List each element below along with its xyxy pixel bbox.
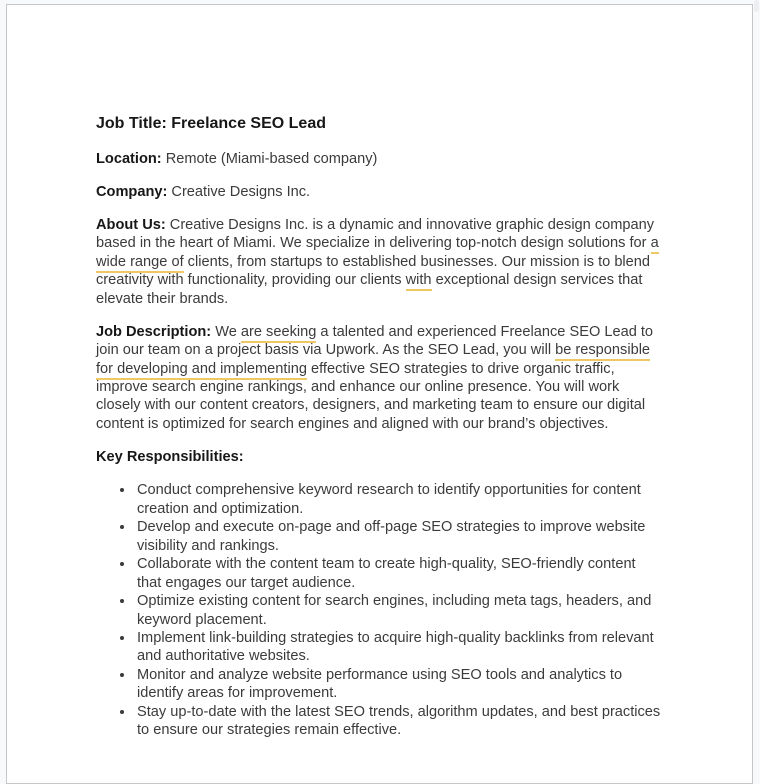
text-run: Creative Designs Inc. is a dynamic and innovative graphic design company based in the heart of Miami. We specialize in delivering top-notch design solutions for	[96, 216, 655, 252]
company-line	[96, 183, 662, 201]
bold-label: Location:	[96, 151, 166, 167]
bold-label: About Us:	[96, 216, 170, 233]
list-item: • Implement link-building strategies to acquire high-quality backlinks from relevant and authoritative websites.	[135, 629, 662, 666]
key-responsibilities-heading: Key Responsibilities:	[96, 448, 244, 465]
list-item: • Collaborate with the content team to create high-quality, SEO-friendly content that engages our target audience.	[135, 555, 662, 592]
job-description-paragraph	[96, 323, 662, 434]
grammar-underlined-text[interactable]: are seeking	[241, 324, 316, 343]
list-item: • Stay up-to-date with the latest SEO trends, algorithm updates, and best practices to ensure our strategies remain effective.	[135, 703, 662, 740]
text-run: Remote (Miami-based company)	[165, 151, 378, 167]
bold-label: Job Description:	[96, 323, 216, 340]
text-run: Creative Designs Inc.	[171, 183, 311, 200]
text-run: We	[215, 323, 241, 340]
location-line	[96, 150, 662, 168]
scrollbar[interactable]	[753, 0, 760, 734]
list-item: • Develop and execute on-page and off-page SEO strategies to improve website visibility and rankings.	[135, 518, 662, 555]
about-us-paragraph	[96, 216, 662, 308]
text-run: clients, from startups to established businesses. Our mission is to blend creativity with functionality, providing our clients	[96, 253, 651, 289]
grammar-underlined-text[interactable]: with	[406, 272, 432, 291]
text-run: effective SEO strategies to drive organic traffic, improve search engine rankings, and enhance our online presence. You will work closely with our content creators, designers, and marketing team to ensure our digital content is optimized for search engines and aligned with our brand’s objectives.	[96, 360, 646, 432]
grammar-underlined-text[interactable]: be responsible for developing and implementing	[96, 342, 650, 379]
list-item: • Optimize existing content for search engines, including meta tags, headers, and keyword placement.	[135, 592, 662, 629]
document-content[interactable]	[7, 5, 752, 740]
text-run: a talented and experienced Freelance SEO Lead to join our team on a project basis via Upwork. As the SEO Lead, you will	[96, 323, 654, 359]
job-title-heading: Job Title: Freelance SEO Lead	[96, 115, 326, 132]
list-item: • Monitor and analyze website performance using SEO tools and analytics to identify areas for improvement.	[135, 666, 662, 703]
bold-label: Company:	[96, 183, 172, 200]
list-item: • Conduct comprehensive keyword research to identify opportunities for content creation and optimization.	[135, 481, 662, 518]
document-page[interactable]	[6, 4, 753, 784]
scrollbar-thumb[interactable]	[754, 0, 759, 12]
responsibilities-list	[96, 481, 662, 739]
text-run: exceptional design services that elevate their brands.	[96, 272, 643, 307]
grammar-underlined-text[interactable]: a wide range of	[96, 235, 659, 272]
